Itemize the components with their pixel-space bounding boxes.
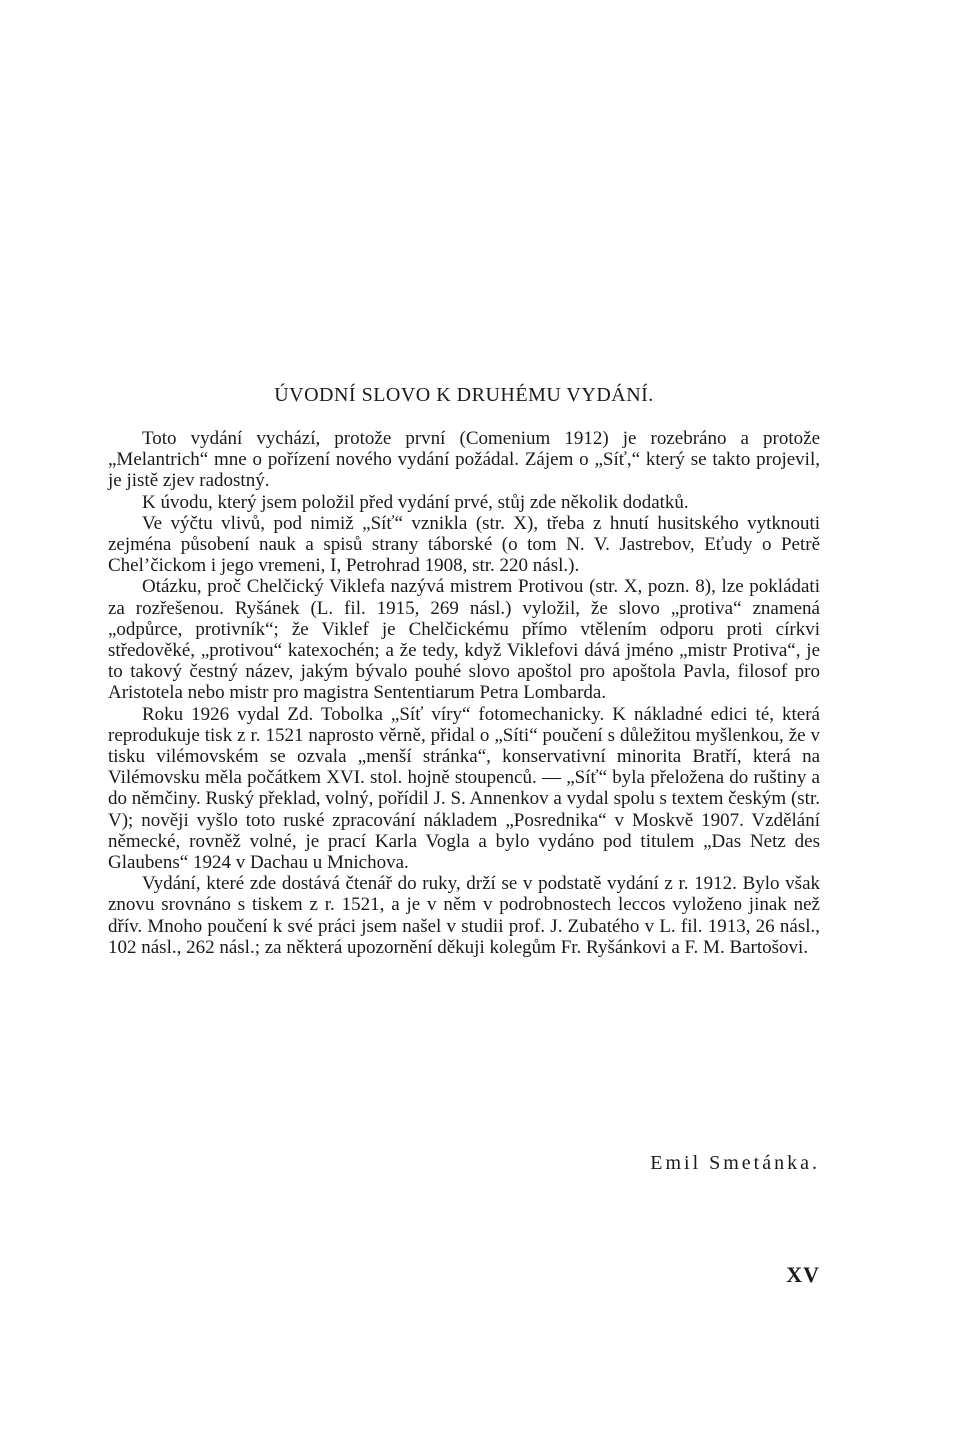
paragraph-4: Otázku, proč Chelčický Viklefa nazývá mistrem Protivou (str. X, pozn. 8), lze pokládati za rozřešenou. Ryšánek (L. fil. 1915, 269 násl.) vyložil, že slovo „protiva“ znamená „odpůrce, protivník“; že Viklef je Chelčickému přímo vtělením odporu proti církvi středověké, „protivou“ katexochén; a že tedy, když Viklefovi dává jméno „mistr Protiva“, je to takový čestný název, jakým bývalo pouhé slovo apoštol pro apoštola Pavla, filosof pro Aristotela nebo mistr pro magistra Sententiarum Petra Lombarda. [108,576,820,704]
paragraph-5: Roku 1926 vydal Zd. Tobolka „Síť víry“ fotomechanicky. K nákladné edici té, která reprodukuje tisk z r. 1521 naprosto věrně, přidal o „Síti“ poučení s důležitou myšlenkou, že v tisku vilémovském se ozvala „menší stránka“, konservativní minorita Bratří, která na Vilémovsku měla počátkem XVI. stol. hojně stoupenců. — „Síť“ byla přeložena do ruštiny a do němčiny. Ruský překlad, volný, pořídil J. S. Annenkov a vydal spolu s textem českým (str. V); nověji vyšlo toto ruské zpracování nákladem „Posrednika“ v Moskvě 1907. Vzdělání německé, rovněž volné, je prací Karla Vogla a bylo vydáno pod titulem „Das Netz des Glaubens“ 1924 v Dachau u Mnichova. [108,703,820,874]
paragraph-3: Ve výčtu vlivů, pod nimiž „Síť“ vznikla (str. X), třeba z hnutí husitského vytknouti zejména působení nauk a spisů strany táborské (o tom N. V. Jastrebov, Eťudy o Petrě Chel’čickom i jego vremeni, I, Petrohrad 1908, str. 220 násl.). [108,512,820,577]
page-title: ÚVODNÍ SLOVO K DRUHÉMU VYDÁNÍ. [274,384,654,406]
page-number: XV [786,1262,820,1287]
paragraph-1: Toto vydání vychází, protože první (Comenium 1912) je rozebráno a protože „Melantrich“ mne o pořízení nového vydání požádal. Zájem o „Síť,“ který se takto projevil, je jistě zjev radostný. [108,428,820,492]
body-text [108,428,820,958]
paragraph-6: Vydání, které zde dostává čtenář do ruky, drží se v podstatě vydání z r. 1912. Bylo však znovu srovnáno s tiskem z r. 1521, a je v něm v podrobnostech leccos vyloženo jinak než dřív. Mnoho poučení k své práci jsem našel v studii prof. J. Zubatého v L. fil. 1913, 26 násl., 102 násl., 262 násl.; za některá upozornění děkuji kolegům Fr. Ryšánkovi a F. M. Bartošovi. [108,873,820,958]
author-signature: Emil Smetánka. [650,1152,820,1174]
paragraph-2: K úvodu, který jsem položil před vydání prvé, stůj zde několik dodatků. [142,491,689,513]
document-page [108,0,820,1455]
